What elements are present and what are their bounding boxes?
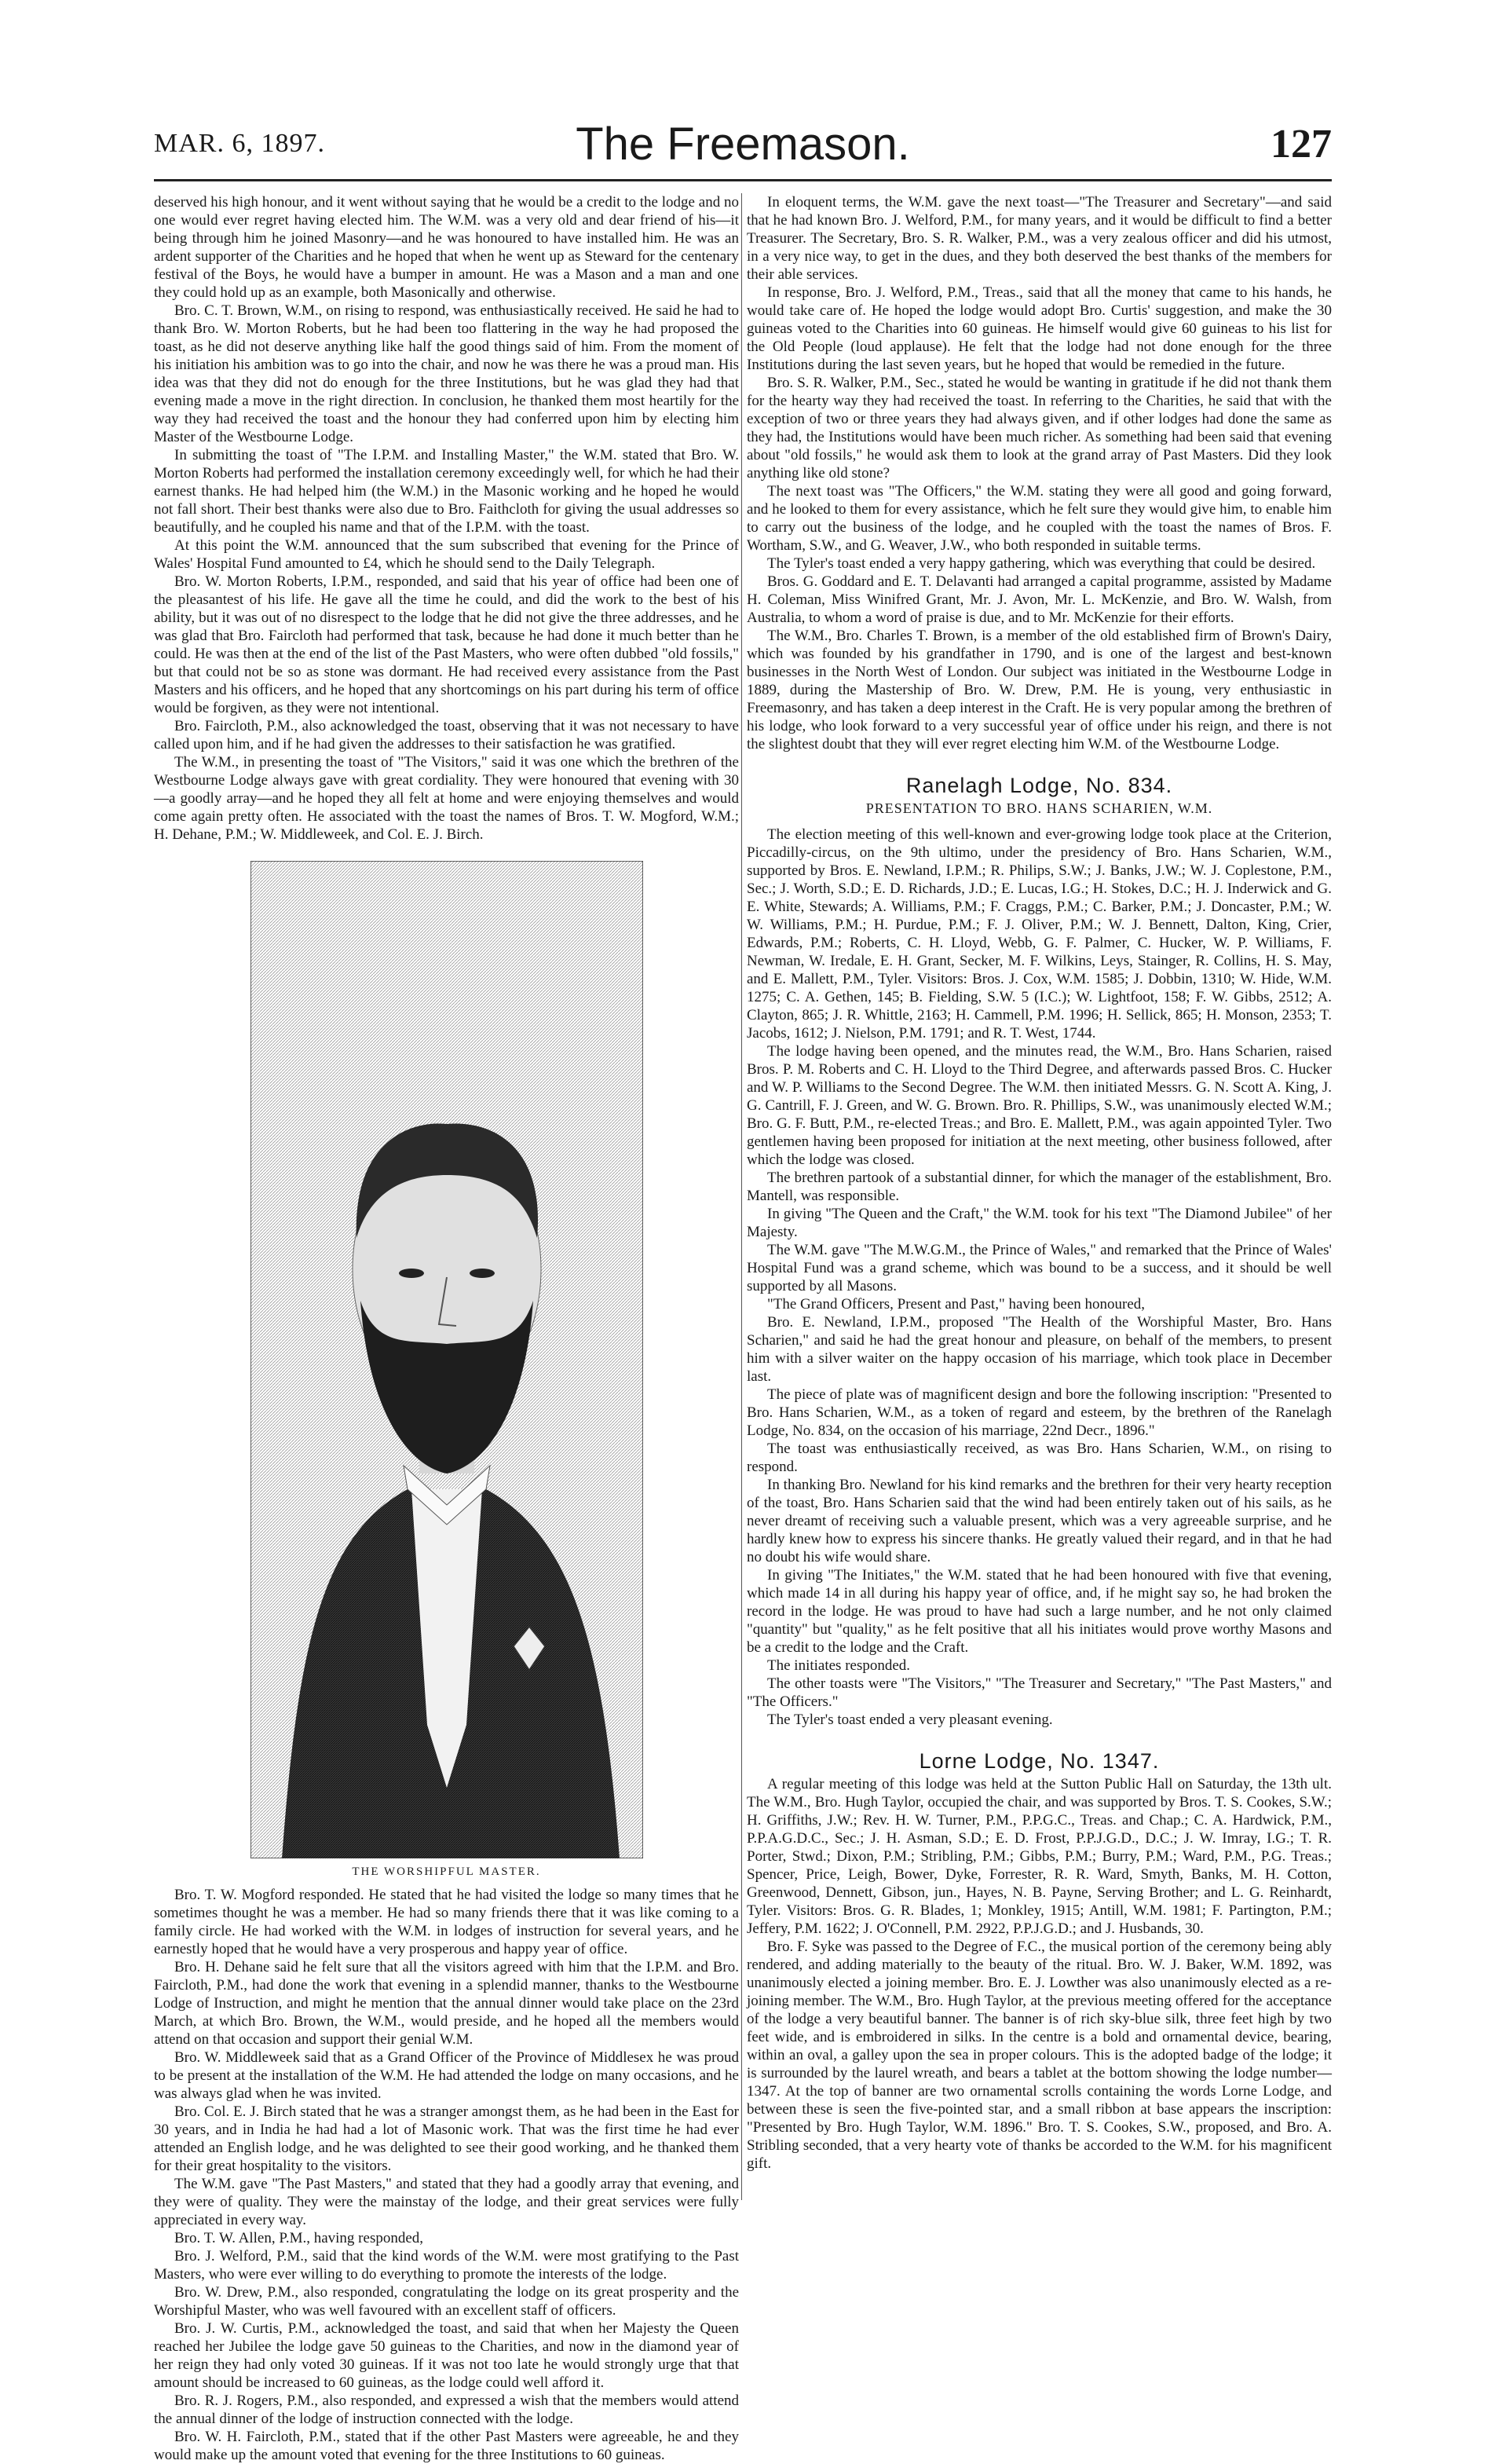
paragraph: The lodge having been opened, and the minutes read, the W.M., Bro. Hans Scharien, raised Bros. P. M. Roberts and C. H. Lloyd to the Third Degree, and afterwards passed Bros. C. Hucker and W. P. Williams to the Second Degree. The W.M. then initiated Messrs. G. N. Scott A. King, J. G. Cantrill, F. J. Green, and W. G. Brown. Bro. R. Phillips, S.W., was unanimously elected W.M.; Bro. G. F. Butt, P.M., re-elected Treas.; and Bro. E. Mallett, P.M., was again appointed Tyler. Two gentlemen having been proposed for initiation at the next meeting, other business followed, after which the lodge was closed. [747, 1043, 1332, 1168]
paragraph: Bro. C. T. Brown, W.M., on rising to respond, was enthusiastically received. He said he had to thank Bro. W. Morton Roberts, but he had been too flattering in the way he had proposed the toast, as he did not deserve anything like half the good things said of him. From the moment of his initiation his ambition was to go into the chair, and now he was there he was a proud man. His idea was that they did not do enough for the three Institutions, but he was glad they had that evening made a move in the right direction. In conclusion, he thanked them most heartily for the way they had received the toast and the honour they had conferred upon him by electing him Master of the Westbourne Lodge. [154, 302, 739, 445]
paragraph: The W.M. gave "The Past Masters," and stated that they had a goodly array that evening, and they were of quality. They were the mainstay of the lodge, and their great services were fully appreciated in every way. [154, 2176, 739, 2228]
paragraph: deserved his high honour, and it went without saying that he would be a credit to the lodge and no one would ever regret having elected him. The W.M. was a very old and dear friend of his—it being through him he joined Masonry—and he was honoured to have installed him. He was an ardent supporter of the Charities and he hoped that when he went up as Steward for the centenary festival of the Boys, he would have a bumper in amount. He was a Mason and a man and one they could hold up as an example, both Masonically and otherwise. [154, 194, 739, 301]
masthead [154, 118, 1332, 173]
paragraph: Bros. G. Goddard and E. T. Delavanti had arranged a capital programme, assisted by Madame H. Coleman, Miss Winifred Grant, Mr. J. Avon, Mr. L. McKenzie, and Bro. W. Walsh, from Australia, to whom a word of praise is due, and to Mr. McKenzie for their efforts. [747, 573, 1332, 626]
paragraph: Bro. H. Dehane said he felt sure that all the visitors agreed with him that the I.P.M. and Bro. Faircloth, P.M., had done the work that evening in a splendid manner, thanks to the Westbourne Lodge of Instruction, and might he mention that the annual dinner would take place on the 23rd March, at which Bro. Brown, the W.M., would preside, and he hoped all the members would attend on that occasion and support their genial W.M. [154, 1959, 739, 2048]
ranelagh-lodge-heading: Ranelagh Lodge, No. 834. [905, 774, 1173, 797]
paragraph: The next toast was "The Officers," the W.M. stating they were all good and going forward, and he looked to them for every assistance, which he felt sure they would give him, to enable him to carry out the business of the lodge, and he coupled with the toast the names of Bros. F. Wortham, S.W., and G. Weaver, J.W., who both responded in suitable terms. [747, 483, 1332, 554]
paragraph: Bro. J. W. Curtis, P.M., acknowledged the toast, and said that when her Majesty the Queen reached her Jubilee the lodge gave 50 guineas to the Charities, and now in the diamond year of her reign they had only voted 30 guineas. If it was not too late he would strongly urge that that amount should be increased to 60 guineas, as the lodge could well afford it. [154, 2320, 739, 2391]
newspaper-title: The Freemason. [576, 119, 910, 170]
paragraph: Bro. E. Newland, I.P.M., proposed "The Health of the Worshipful Master, Bro. Hans Scharien," and said he had the great honour and pleasure, on behalf of the members, to present him with a silver waiter on the happy occasion of his marriage, which took place in December last. [747, 1314, 1332, 1385]
paragraph: Bro. W. Middleweek said that as a Grand Officer of the Province of Middlesex he was proud to be present at the installation of the W.M. He had attended the lodge on many occasions, and he was always glad when he was invited. [154, 2049, 739, 2102]
paragraph: In giving "The Queen and the Craft," the W.M. took for his text "The Diamond Jubilee" of her Majesty. [747, 1206, 1332, 1240]
paragraph: The other toasts were "The Visitors," "The Treasurer and Secretary," "The Past Masters," and "The Officers." [747, 1675, 1332, 1710]
portrait-illustration [250, 861, 643, 1858]
westbourne-report-start [154, 193, 739, 844]
paragraph: Bro. Col. E. J. Birch stated that he was a stranger amongst them, as he had been in the East for 30 years, and in India he had had a lot of Masonic work. That was the first time he had ever attended an English lodge, and he was delighted to see their good working, and he thanked them for their great hospitality to the visitors. [154, 2103, 739, 2174]
paragraph: In response, Bro. J. Welford, P.M., Treas., said that all the money that came to his hands, he would take care of. He hoped the lodge would adopt Bro. Curtis' suggestion, and make the 30 guineas voted to the Charities into 60 guineas. He himself would give 60 guineas to his list for the Old People (loud applause). He felt that the lodge had not done enough for the three Institutions during the last seven years, but he hoped that would be remedied in the future. [747, 284, 1332, 373]
paragraph: The W.M., Bro. Charles T. Brown, is a member of the old established firm of Brown's Dairy, which was founded by his grandfather in 1790, and is one of the largest and best-known businesses in the North West of London. Our subject was initiated in the Westbourne Lodge in 1889, during the Mastership of Bro. W. Drew, P.M. He is young, very enthusiastic in Freemasonry, and has taken a deep interest in the Craft. He is very popular among the brethren of his lodge, who look forward to a very successful year of office under his reign, and there is not the slightest doubt that they will ever regret electing him W.M. of the Westbourne Lodge. [747, 628, 1332, 752]
paragraph: The initiates responded. [767, 1657, 911, 1674]
paragraph: The W.M. gave "The M.W.G.M., the Prince of Wales," and remarked that the Prince of Wales' Hospital Fund was a grand scheme, which was bound to be a success, and it should be well supported by all Masons. [747, 1242, 1332, 1294]
paragraph: The Tyler's toast ended a very pleasant evening. [767, 1712, 1053, 1728]
paragraph: Bro. S. R. Walker, P.M., Sec., stated he would be wanting in gratitude if he did not thank them for the hearty way they had received the toast. In referring to the Charities, he said that with the exception of two or three years they had always given, and if other lodges had done the same as they had, the Institutions would have been much richer. As something had been said that evening about "old fossils," he would ask them to look at the grand array of Past Masters. Did they look anything like old stone? [747, 375, 1332, 481]
right-column [747, 193, 1332, 2173]
ranelagh-lodge-report [747, 826, 1332, 1729]
paragraph: The election meeting of this well-known and ever-growing lodge took place at the Criterion, Piccadilly-circus, on the 9th ultimo, under the presidency of Bro. Hans Scharien, W.M., supported by Bros. E. Newland, I.P.M.; R. Philips, S.W.; J. Banks, J.W.; W. J. Coplestone, P.M., Sec.; J. Worth, S.D.; E. D. Richards, J.D.; E. Lucas, I.G.; H. Stokes, D.C.; H. J. Inderwick and G. E. White, Stewards; A. Williams, P.M.; F. Craggs, P.M.; C. Barker, P.M.; J. Doncaster, P.M.; W. W. Williams, P.M.; H. Purdue, P.M.; F. J. Oliver, P.M.; W. J. Bennett, Dalton, King, Crier, Edwards, P.M.; Roberts, C. H. Lloyd, Webb, G. F. Palmer, C. Hucker, W. P. Williams, F. Newman, W. Iredale, E. H. Grant, Secker, M. F. Wilkins, Leys, Stainger, R. Collins, H. S. May, and E. Mallett, P.M., Tyler. Visitors: Bros. J. Cox, W.M. 1585; J. Dobbin, 1310; W. Hide, W.M. 1275; C. A. Gethen, 145; B. Fielding, S.W. 5 (I.C.); W. Lightfoot, 158; F. W. Gibbs, 2512; A. Clayton, 865; J. R. Whittle, 2163; H. Cammell, P.M. 1996; H. Sellick, 865; H. Monson, 2353; T. Jacobs, 1612; J. Nielson, P.M. 1791; and R. T. West, 1744. [747, 826, 1332, 1042]
paragraph: Bro. R. J. Rogers, P.M., also responded, and expressed a wish that the members would attend the annual dinner of the lodge of instruction connected with the lodge. [154, 2393, 739, 2427]
paragraph: The piece of plate was of magnificent design and bore the following inscription: "Presented to Bro. Hans Scharien, W.M., as a token of regard and esteem, by the brethren of the Ranelagh Lodge, No. 834, on the occasion of his marriage, 22nd Decr., 1896." [747, 1386, 1332, 1439]
paragraph: Bro. J. Welford, P.M., said that the kind words of the W.M. were most gratifying to the Past Masters, who were ever willing to do everything to promote the interests of the lodge. [154, 2248, 739, 2283]
paragraph: Bro. W. Drew, P.M., also responded, congratulating the lodge on its great prosperity and the Worshipful Master, who was well favoured with an excellent staff of officers. [154, 2284, 739, 2319]
ranelagh-lodge-subheading: PRESENTATION TO BRO. HANS SCHARIEN, W.M. [865, 800, 1213, 816]
masthead-rule [154, 179, 1332, 181]
paragraph: The W.M., in presenting the toast of "The Visitors," said it was one which the brethren of the Westbourne Lodge always gave with great cordiality. They were honoured that evening with 30—a goodly array—and he hoped they all felt at home and were enjoying themselves and would come again pretty often. He associated with the toast the names of Bros. T. W. Mogford, W.M.; H. Dehane, P.M.; W. Middleweek, and Col. E. J. Birch. [154, 754, 739, 843]
lorne-lodge-report [747, 1775, 1332, 2173]
paragraph: In thanking Bro. Newland for his kind remarks and the brethren for their very hearty reception of the toast, Bro. Hans Scharien said that the wind had been entirely taken out of his sails, as he never dreamt of receiving such a valuable present, which was a very agreeable surprise, and he hardly knew how to express his sincere thanks. He greatly valued their regard, and in that he had no doubt his wife would share. [747, 1477, 1332, 1565]
paragraph: At this point the W.M. announced that the sum subscribed that evening for the Prince of Wales' Hospital Fund amounted to £4, which he should send to the Daily Telegraph. [154, 537, 739, 572]
paragraph: Bro. Faircloth, P.M., also acknowledged the toast, observing that it was not necessary to have called upon him, and if he had given the addresses to their satisfaction he was gratified. [154, 718, 739, 752]
paragraph: Bro. W. Morton Roberts, I.P.M., responded, and said that his year of office had been one of the pleasantest of his life. He gave all the time he could, and did the work to the best of his ability, but it was out of no disrespect to the lodge that he did not give the three addresses, and he was glad that Bro. Faircloth had performed that task, because he had done it much better than he could. He was then at the end of the list of the Past Masters, who were often dubbed "old fossils," but that could not be so as stone was dormant. He had received every assistance from the Past Masters and his officers, and he hoped that any shortcomings on his part during his term of office would be forgiven, as they were not intentional. [154, 573, 739, 716]
portrait-engraving [250, 861, 643, 1858]
paragraph: The toast was enthusiastically received, as was Bro. Hans Scharien, W.M., on rising to respond. [747, 1441, 1332, 1475]
left-column [154, 193, 739, 2464]
paragraph: Bro. W. H. Faircloth, P.M., stated that if the other Past Masters were agreeable, he and they would make up the amount voted that evening for the three Institutions to 60 guineas. [154, 2429, 739, 2463]
page-number: 127 [1271, 122, 1332, 167]
paragraph: Bro. F. Syke was passed to the Degree of F.C., the musical portion of the ceremony being ably rendered, and adding materially to the beauty of the ritual. Bro. W. J. Baker, W.M. 1892, was unanimously elected a joining member. Bro. E. J. Lowther was also unanimously elected as a re-joining member. The W.M., Bro. Hugh Taylor, at the previous meeting offered for the acceptance of the lodge a very beautiful banner. The banner is of rich sky-blue silk, three feet high by two feet wide, and is embroidered in silks. In the centre is a bold and ornamental device, bearing, within an oval, a galley upon the sea in proper colours. This is the adopted badge of the lodge; it is surrounded by the laurel wreath, and bears a tablet at the bottom showing the lodge number—1347. At the top of banner are two ornamental scrolls containing the words Lorne Lodge, and between these is seen the five-pointed star, and a small ribbon at base appears the inscription: "Presented by Bro. Hugh Taylor, W.M. 1896." Bro. T. S. Cookes, S.W., proposed, and Bro. A. Stribling seconded, that a very hearty vote of thanks be accorded to the W.M. for his magnificent gift. [747, 1939, 1332, 2172]
paragraph: The Tyler's toast ended a very happy gathering, which was everything that could be desired. [767, 555, 1316, 572]
issue-date: MAR. 6, 1897. [154, 129, 325, 158]
paragraph: Bro. T. W. Allen, P.M., having responded, [174, 2230, 424, 2246]
paragraph: Bro. T. W. Mogford responded. He stated that he had visited the lodge so many times that he sometimes thought he was a member. He had so many friends there that it was like coming to a family circle. He had worked with the W.M. in lodges of instruction for several years, and he earnestly hoped that he would have a very prosperous and happy year of office. [154, 1887, 739, 1957]
lorne-lodge-heading: Lorne Lodge, No. 1347. [919, 1749, 1160, 1773]
paragraph: In giving "The Initiates," the W.M. stated that he had been honoured with five that evening, which made 14 in all during his happy year of office, and, if he might say so, he had broken the record in the lodge. He was proud to have had such a large number, and he not only claimed "quantity" but "quality," as he felt positive that all his initiates would prove worthy Masons and be a credit to the lodge and the Craft. [747, 1567, 1332, 1656]
portrait-caption: THE WORSHIPFUL MASTER. [352, 1865, 541, 1878]
paragraph: "The Grand Officers, Present and Past," having been honoured, [767, 1296, 1146, 1313]
paragraph: A regular meeting of this lodge was held at the Sutton Public Hall on Saturday, the 13th ult. The W.M., Bro. Hugh Taylor, occupied the chair, and was supported by Bros. T. S. Cookes, S.W.; H. Griffiths, J.W.; Rev. H. W. Turner, P.M., P.P.G.C., Treas. and Chap.; C. A. Hardwick, P.M., P.P.A.G.D.C., Sec.; J. H. Asman, S.D.; E. D. Frost, P.P.J.G.D., D.C.; J. W. Imray, I.G.; T. R. Porter, Stwd.; Dixon, P.M.; Stribling, P.M.; Gibbs, P.M.; Burry, P.M.; Ward, P.M., P.G. Treas.; Spencer, Price, Leigh, Bower, Dyke, Forrester, R. R. Ward, Smyth, Banks, M. H. Cotton, Greenwood, Dennett, Gibson, jun., Hayes, N. B. Payne, Serving Brother; and L. G. Reinhardt, Tyler. Visitors: Bros. G. R. Blades, 1; Monkley, 1915; Antill, W.M. 1981; F. Partington, P.M.; Jeffery, P.M. 1622; J. O'Connell, P.M. 2922, P.P.J.G.D.; and J. Husbands, 30. [747, 1776, 1332, 1937]
paragraph: In eloquent terms, the W.M. gave the next toast—"The Treasurer and Secretary"—and said that he had known Bro. J. Welford, P.M., for many years, and it would be difficult to find a better Treasurer. The Secretary, Bro. S. R. Walker, P.M., was a very zealous officer and did his utmost, in a very nice way, to get in the dues, and they both deserved the best thanks of the members for their able services. [747, 194, 1332, 283]
column-divider [741, 193, 742, 2200]
westbourne-report-continued [154, 1886, 739, 2464]
paragraph: The brethren partook of a substantial dinner, for which the manager of the establishment, Bro. Mantell, was responsible. [747, 1170, 1332, 1204]
westbourne-report-end [747, 193, 1332, 753]
paragraph: In submitting the toast of "The I.P.M. and Installing Master," the W.M. stated that Bro. W. Morton Roberts had performed the installation ceremony exceedingly well, for which he had their earnest thanks. He had helped him (the W.M.) in the Masonic working and he hoped he would not fall short. Their best thanks were also due to Bro. Faithcloth for giving the usual addresses so beautifully, and he coupled his name and that of the I.P.M. with the toast. [154, 447, 739, 536]
